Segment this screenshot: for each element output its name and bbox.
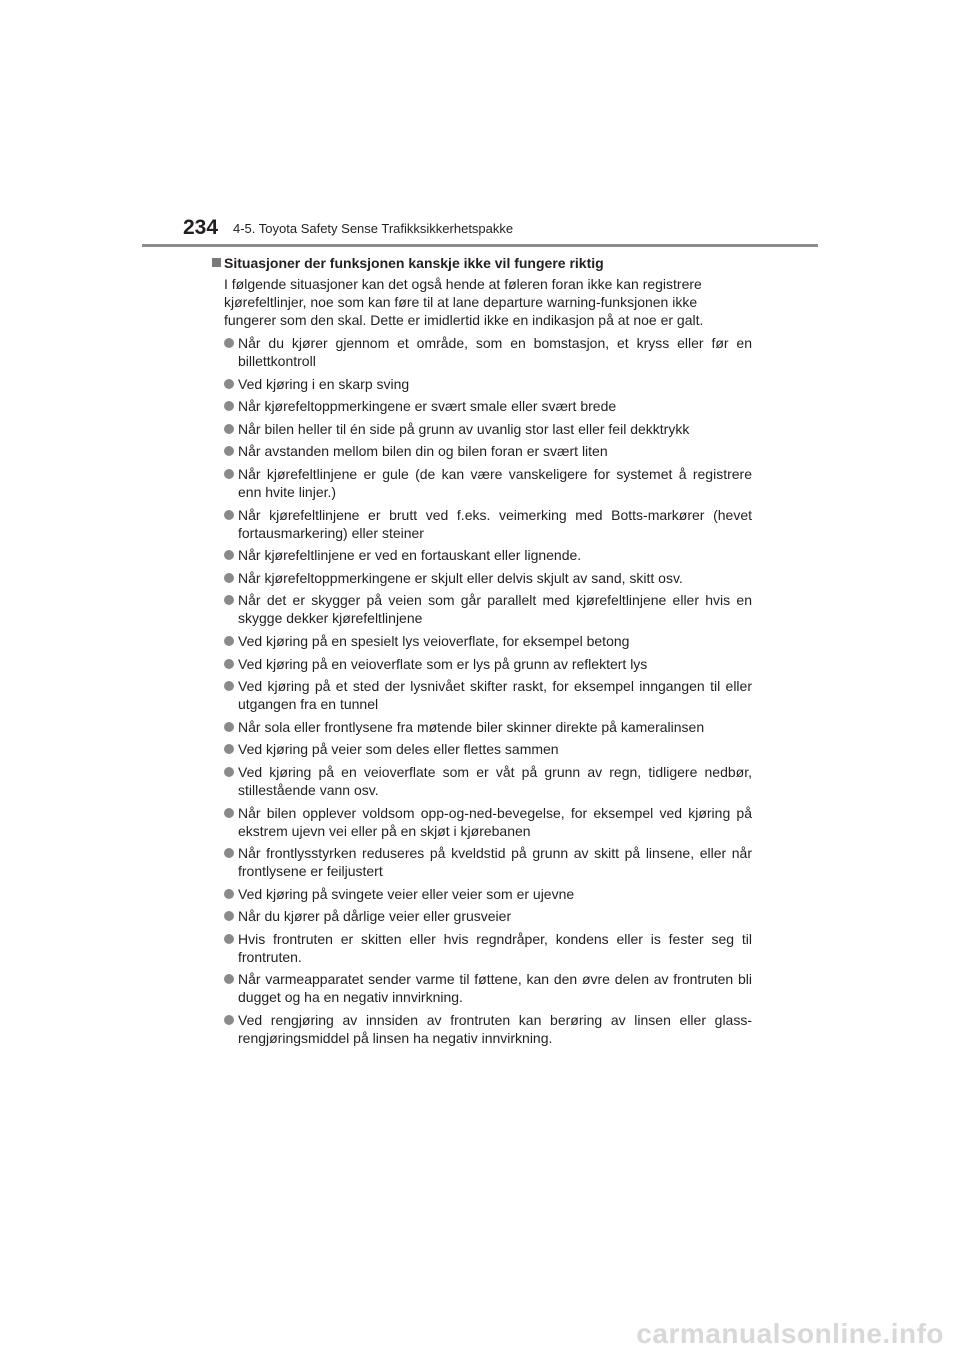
list-item bbox=[212, 677, 752, 713]
circle-bullet-icon bbox=[224, 767, 234, 777]
section-intro: I følgende situasjoner kan det også hende at føleren foran ikke kan registrere kjørefeltlinjer, noe som kan føre til at lane departure warning-funksjonen ikke fungerer som den skal. Dette er imidlertid ikke en indikasjon på at noe er galt. bbox=[224, 276, 704, 328]
circle-bullet-icon bbox=[224, 911, 234, 921]
circle-bullet-icon bbox=[224, 338, 234, 348]
circle-bullet-icon bbox=[224, 889, 234, 899]
list-item bbox=[212, 718, 752, 736]
circle-bullet-icon bbox=[224, 722, 234, 732]
section-heading-text: Situasjoner der funksjonen kanskje ikke vil fungere riktig bbox=[224, 255, 604, 271]
circle-bullet-icon bbox=[224, 424, 234, 434]
circle-bullet-icon bbox=[224, 659, 234, 669]
circle-bullet-icon bbox=[224, 379, 234, 389]
watermark: carmanualsonline.info bbox=[636, 1318, 944, 1349]
list-item-text: Ved rengjøring av innsiden av frontruten kan berøring av linsen eller glass-rengjøringsmiddel på linsen ha negativ innvirkning. bbox=[238, 1012, 752, 1047]
list-item bbox=[212, 844, 752, 880]
list-item bbox=[212, 591, 752, 627]
circle-bullet-icon bbox=[224, 573, 234, 583]
list-item bbox=[212, 569, 752, 587]
page-content bbox=[212, 254, 752, 1052]
list-item-text: Ved kjøring på en veioverflate som er lys på grunn av reflektert lys bbox=[238, 655, 648, 672]
list-item-text: Når kjørefeltoppmerkingene er svært smale eller svært brede bbox=[238, 398, 617, 415]
header-divider bbox=[142, 244, 818, 247]
list-item bbox=[212, 655, 752, 673]
list-item-text: Når du kjører på dårlige veier eller grusveier bbox=[238, 908, 512, 925]
square-bullet-icon bbox=[212, 258, 221, 267]
list-item-text: Når avstanden mellom bilen din og bilen foran er svært liten bbox=[238, 443, 608, 460]
list-item bbox=[212, 804, 752, 840]
list-item-text: Når bilen heller til én side på grunn av uvanlig stor last eller feil dekktrykk bbox=[238, 420, 690, 437]
list-item bbox=[212, 970, 752, 1006]
circle-bullet-icon bbox=[224, 974, 234, 984]
list-item bbox=[212, 420, 752, 438]
circle-bullet-icon bbox=[224, 744, 234, 754]
circle-bullet-icon bbox=[224, 636, 234, 646]
circle-bullet-icon bbox=[224, 1015, 234, 1025]
situation-list bbox=[212, 334, 752, 1047]
circle-bullet-icon bbox=[224, 848, 234, 858]
list-item-text: Ved kjøring på en spesielt lys veioverflate, for eksempel betong bbox=[238, 632, 630, 649]
circle-bullet-icon bbox=[224, 934, 234, 944]
section-title: 4-5. Toyota Safety Sense Trafikksikkerhetspakke bbox=[233, 221, 514, 236]
page-number: 234 bbox=[183, 216, 219, 239]
list-item-text: Ved kjøring på svingete veier eller veier som er ujevne bbox=[238, 885, 575, 902]
list-item bbox=[212, 442, 752, 460]
list-item-text: Når kjørefeltlinjene er ved en fortauskant eller lignende. bbox=[238, 547, 582, 564]
list-item-text: Når varmeapparatet sender varme til føttene, kan den øvre delen av frontruten bli dugget og ha en negativ innvirkning. bbox=[238, 971, 752, 1006]
list-item bbox=[212, 885, 752, 903]
list-item bbox=[212, 632, 752, 650]
list-item bbox=[212, 1011, 752, 1047]
list-item-text: Når kjørefeltlinjene er gule (de kan være vanskeligere for systemet å registrere enn hvite linjer.) bbox=[238, 465, 752, 500]
circle-bullet-icon bbox=[224, 681, 234, 691]
list-item bbox=[212, 907, 752, 925]
circle-bullet-icon bbox=[224, 469, 234, 479]
list-item bbox=[212, 465, 752, 501]
list-item-text: Når du kjører gjennom et område, som en bomstasjon, et kryss eller før en billettkontroll bbox=[238, 335, 752, 369]
list-item-text: Når kjørefeltlinjene er brutt ved f.eks. veimerking med Botts-markører (hevet fortausmarkering) eller steiner bbox=[238, 506, 752, 541]
circle-bullet-icon bbox=[224, 550, 234, 560]
list-item-text: Ved kjøring på et sted der lysnivået skifter raskt, for eksempel inngangen til eller utgangen fra en tunnel bbox=[238, 678, 752, 713]
list-item-text: Ved kjøring på veier som deles eller flettes sammen bbox=[238, 741, 559, 758]
list-item bbox=[212, 546, 752, 564]
circle-bullet-icon bbox=[224, 510, 234, 520]
list-item-text: Hvis frontruten er skitten eller hvis regndråper, kondens eller is fester seg til frontruten. bbox=[238, 930, 752, 965]
section-heading bbox=[212, 254, 752, 273]
circle-bullet-icon bbox=[224, 595, 234, 605]
circle-bullet-icon bbox=[224, 808, 234, 818]
list-item-text: Ved kjøring i en skarp sving bbox=[238, 375, 410, 392]
list-item bbox=[212, 397, 752, 415]
list-item-text: Når det er skygger på veien som går parallelt med kjørefeltlinjene eller hvis en skygge dekker kjørefeltlinjene bbox=[238, 592, 752, 627]
list-item bbox=[212, 375, 752, 393]
circle-bullet-icon bbox=[224, 401, 234, 411]
list-item-text: Når bilen opplever voldsom opp-og-ned-bevegelse, for eksempel ved kjøring på ekstrem ujevn vei eller på en skjøt i kjørebanen bbox=[238, 804, 752, 839]
circle-bullet-icon bbox=[224, 446, 234, 456]
list-item bbox=[212, 506, 752, 542]
list-item-text: Når kjørefeltoppmerkingene er skjult eller delvis skjult av sand, skitt osv. bbox=[238, 569, 683, 586]
list-item-text: Når sola eller frontlysene fra møtende biler skinner direkte på kameralinsen bbox=[238, 718, 705, 735]
list-item bbox=[212, 930, 752, 966]
list-item bbox=[212, 334, 752, 370]
list-item bbox=[212, 763, 752, 799]
list-item bbox=[212, 740, 752, 758]
list-item-text: Når frontlysstyrken reduseres på kveldstid på grunn av skitt på linsene, eller når frontlysene er feiljustert bbox=[238, 845, 752, 880]
list-item-text: Ved kjøring på en veioverflate som er våt på grunn av regn, tidligere nedbør, stillestående vann osv. bbox=[238, 763, 752, 798]
page-header bbox=[183, 216, 823, 246]
